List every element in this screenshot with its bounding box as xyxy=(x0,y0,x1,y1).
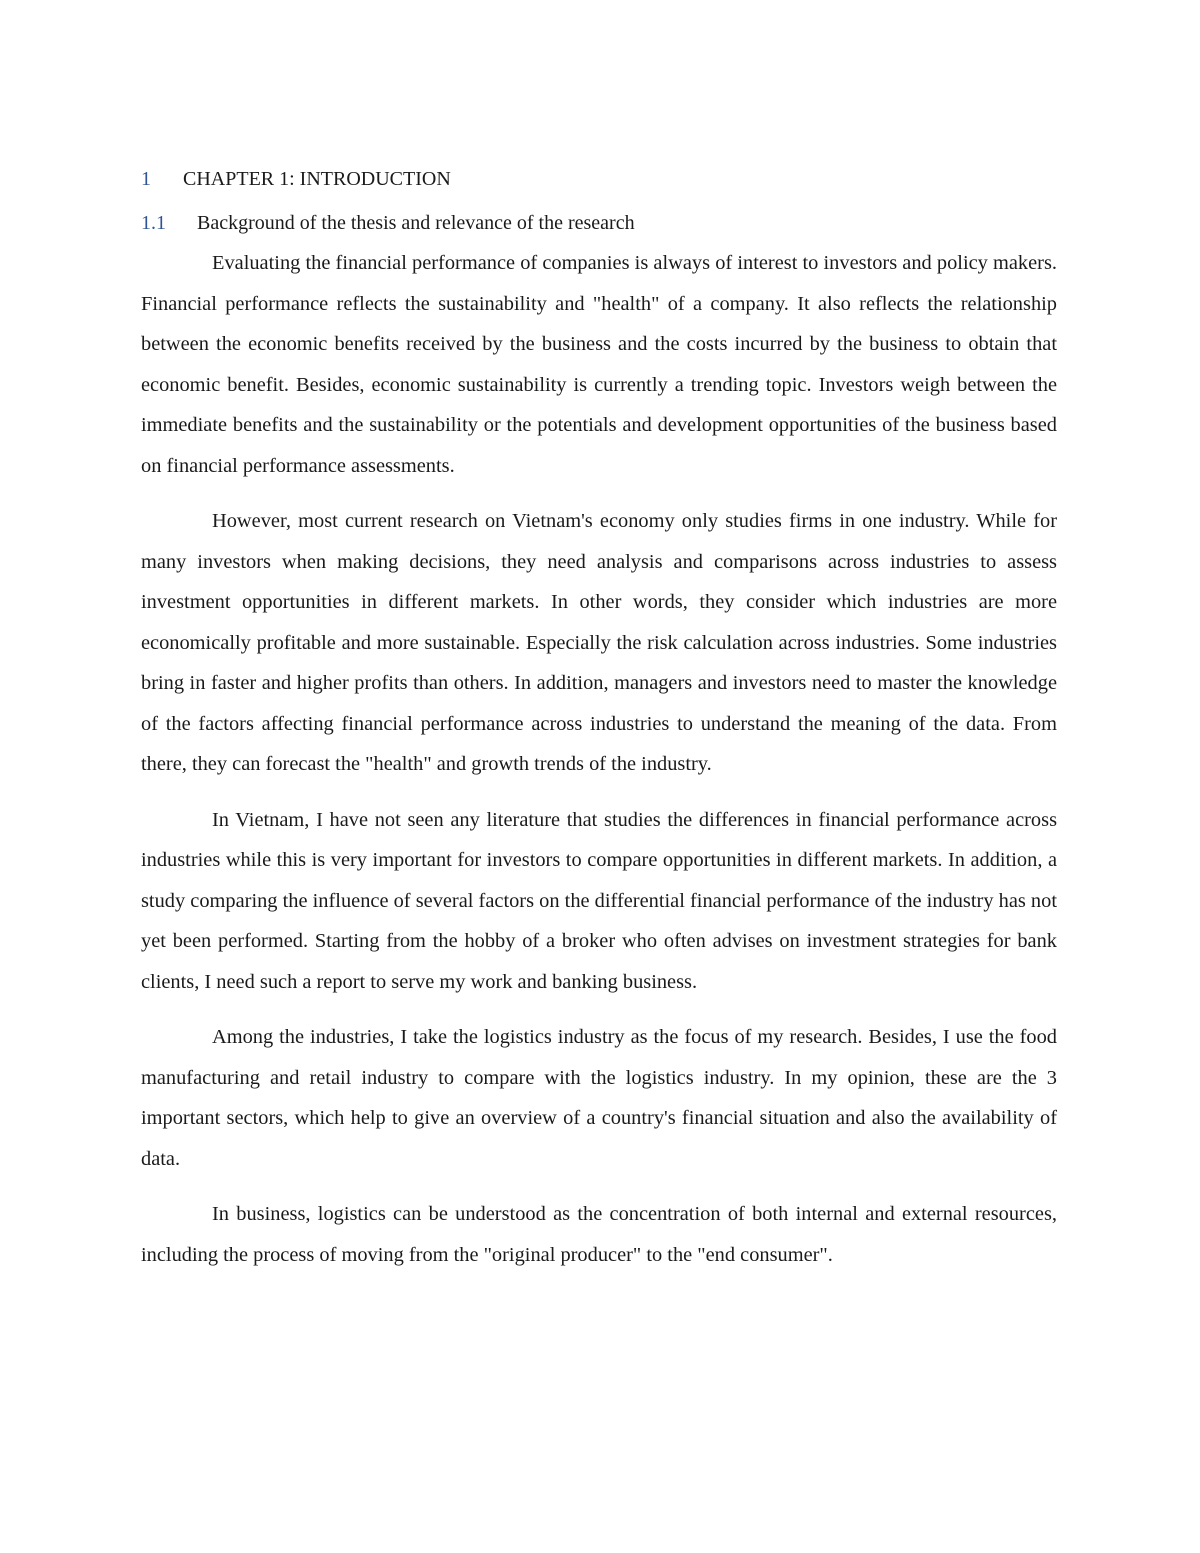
body-paragraph-4: Among the industries, I take the logistics industry as the focus of my research. Besides, I use the food manufacturing and retail industry to compare with the logistics industry. In my opinion, these are the 3 important sectors, which help to give an overview of a country's financial situation and also the availability of data. xyxy=(141,1026,1057,1170)
body-paragraph-2: However, most current research on Vietnam's economy only studies firms in one industry. While for many investors when making decisions, they need analysis and comparisons across industries to assess investment opportunities in different markets. In other words, they consider which industries are more economically profitable and more sustainable. Especially the risk calculation across industries. Some industries bring in faster and higher profits than others. In addition, managers and investors need to master the knowledge of the factors affecting financial performance across industries to understand the meaning of the data. From there, they can forecast the "health" and growth trends of the industry. xyxy=(141,510,1057,775)
body-paragraph-5: In business, logistics can be understood as the concentration of both internal and external resources, including the process of moving from the "original producer" to the "end consumer". xyxy=(141,1203,1057,1266)
section-number: 1.1 xyxy=(141,212,166,234)
chapter-number: 1 xyxy=(141,168,151,190)
body-paragraph-1: Evaluating the financial performance of companies is always of interest to investors and policy makers. Financial performance reflects the sustainability and "health" of a company. It also reflects the relationship between the economic benefits received by the business and the costs incurred by the business to obtain that economic benefit. Besides, economic sustainability is currently a trending topic. Investors weigh between the immediate benefits and the sustainability or the potentials and development opportunities of the business based on financial performance assessments. xyxy=(141,252,1057,477)
section-title: Background of the thesis and relevance of the research xyxy=(197,212,635,234)
chapter-title: CHAPTER 1: INTRODUCTION xyxy=(183,168,451,190)
page-content xyxy=(141,164,1057,1290)
chapter-heading xyxy=(141,164,1057,194)
body-paragraph-3: In Vietnam, I have not seen any literature that studies the differences in financial performance across industries while this is very important for investors to compare opportunities in different markets. In addition, a study comparing the influence of several factors on the differential financial performance of the industry has not yet been performed. Starting from the hobby of a broker who often advises on investment strategies for bank clients, I need such a report to serve my work and banking business. xyxy=(141,808,1057,993)
section-heading xyxy=(141,208,1057,238)
